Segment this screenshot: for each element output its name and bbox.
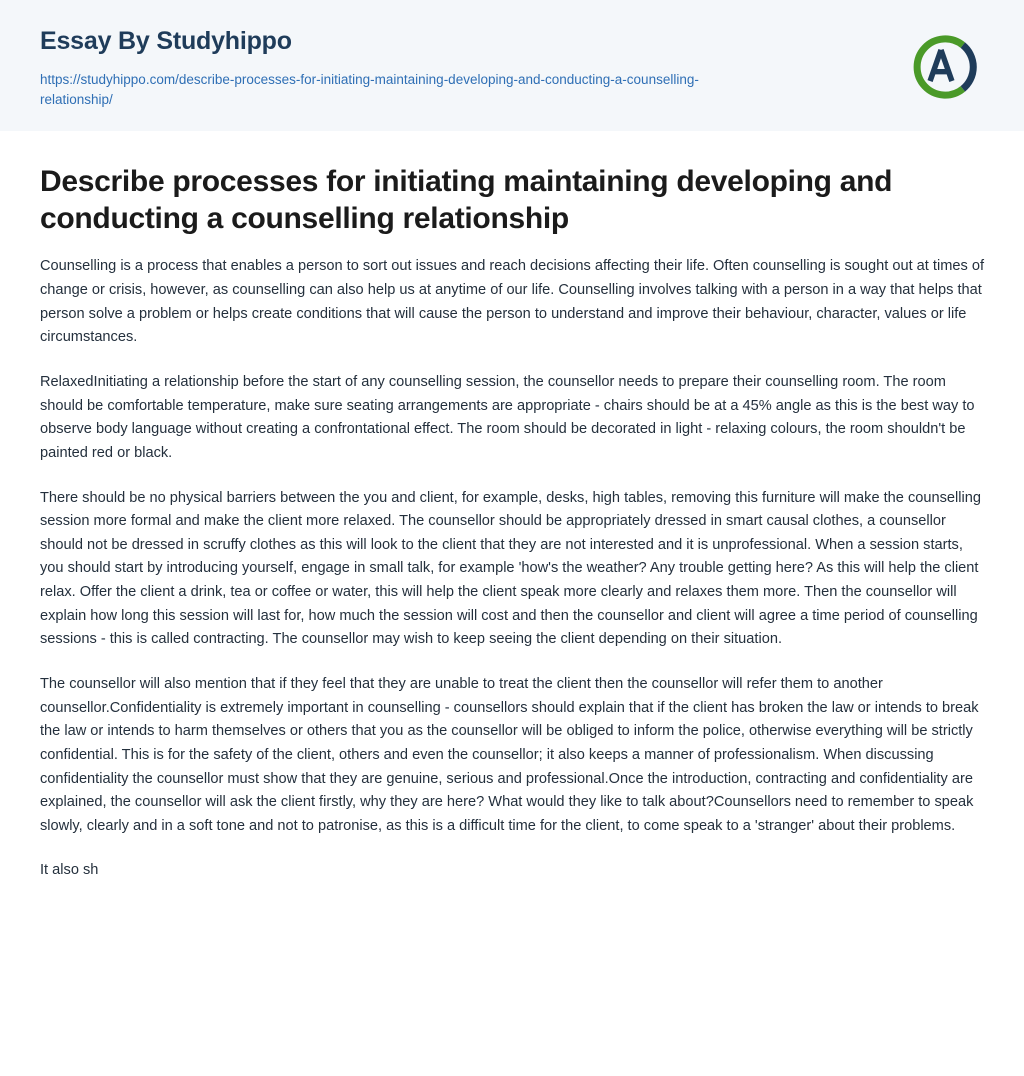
brand-name: Studyhippo xyxy=(156,27,292,55)
source-url-link[interactable]: https://studyhippo.com/describe-processes-for-initiating-maintaining-developing-and-conducting-a-counselling-relationship/ xyxy=(40,72,699,108)
paragraph: Counselling is a process that enables a person to sort out issues and reach decisions affecting their life. Often counselling is sought out at times of change or crisis, however, as counselling can also help us at anytime of our life. Counselling involves talking with a person in a way that helps that person solve a problem or helps create conditions that will cause the person to understand and improve their behaviour, character, values or life circumstances. xyxy=(40,258,984,346)
article-body xyxy=(0,131,1024,923)
page-title: Describe processes for initiating maintaining developing and conducting a counselling relationship xyxy=(40,165,893,236)
brand-prefix: Essay By xyxy=(40,27,157,55)
document-header xyxy=(0,0,1024,131)
brand-title xyxy=(40,26,984,56)
paragraph: There should be no physical barriers between the you and client, for example, desks, high tables, removing this furniture will make the counselling session more formal and make the client more relaxed. The counsellor should be appropriately dressed in smart causal clothes, a counsellor should not be dressed in scruffy clothes as this will look to the client that they are not interested and it is unprofessional. When a session starts, you should start by introducing yourself, engage in small talk, for example 'how's the weather? Any trouble getting here? As this will help the client relax. Offer the client a drink, tea or coffee or water, this will help the client speak more clearly and relaxes them more. Then the counsellor will explain how long this session will last for, how much the session will cost and then the counsellor and client will agree a time period of counselling sessions - this is called contracting. The counsellor may wish to keep seeing the client depending on their situation. xyxy=(40,489,981,648)
paragraph: The counsellor will also mention that if they feel that they are unable to treat the client then the counsellor will refer them to another counsellor.Confidentiality is extremely important in counselling - counsellors should explain that if the client has broken the law or intends to break the law or intends to harm themselves or others that you as the counsellor will be obliged to inform the police, otherwise everything will be strictly confidential. This is for the safety of the client, others and even the counsellor; it also keeps a manner of professionalism. When discussing confidentiality the counsellor must show that they are genuine, serious and professional.Once the introduction, contracting and confidentiality are explained, the counsellor will ask the client firstly, why they are here? What would they like to talk about?Counsellors need to remember to speak slowly, clearly and in a soft tone and not to patronise, as this is a difficult time for the client, to come speak to a 'stranger' about their problems. xyxy=(40,675,979,834)
paragraph: RelaxedInitiating a relationship before the start of any counselling session, the counsellor needs to prepare their counselling room. The room should be comfortable temperature, make sure seating arrangements are appropriate - chairs should be at a 45% angle as this is the best way to observe body language without creating a confrontational effect. The room should be decorated in light - relaxing colours, the room shouldn't be painted red or black. xyxy=(40,373,975,461)
paragraph: It also sh xyxy=(40,862,99,879)
circle-a-logo xyxy=(902,28,980,106)
